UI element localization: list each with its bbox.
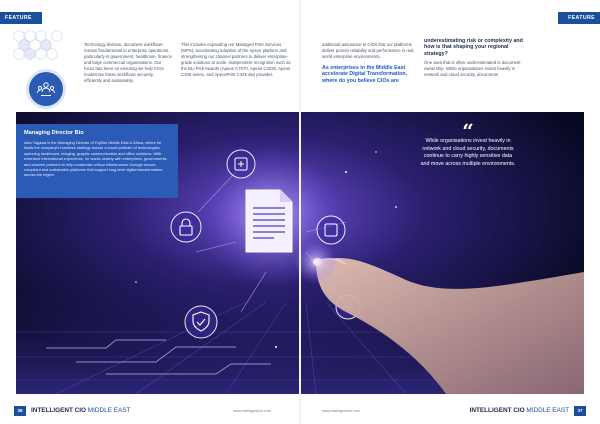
interview-question: As enterprises in the Middle East accelerate Digital Transformation, where do you believe CIOs are: [322, 65, 408, 84]
page-gutter: [299, 0, 301, 424]
article-column-1: [84, 42, 172, 84]
website-url-right[interactable]: www.intelligentcio.com: [322, 409, 361, 413]
hexagon-pattern: [8, 30, 70, 64]
bio-box: [16, 124, 178, 198]
page-number-left: 36: [14, 406, 26, 416]
article-column-4: [424, 38, 524, 78]
document-icon: [246, 190, 292, 252]
page-number-right: 37: [574, 406, 586, 416]
pull-quote: [420, 119, 516, 168]
section-tag-left: FEATURE: [0, 12, 42, 24]
body-text: This includes expanding our Managed Print Services (MPS), accelerating adoption of the Apeos platform and strengthening our channel partners to deliver enterprise-grade solutions at scale. Independent recognition such as the BLI Pick Awards (Apeos C7070, Apeos C4030, Apeos C325 series, and ApeosPrint C325 dw) provides: [181, 42, 291, 77]
pull-quote-text: While organisations invest heavily in network and cloud security, documents continue to carry highly sensitive data and move across multiple environments.: [420, 138, 516, 167]
bio-text: Alan Tagawa is the Managing Director of Fujifilm Middle East & Africa, where he leads the company's business strategy across a broad portfolio of technologies spanning healthcare, imaging, graphic communication and office solutions. With extensive international experience, he works closely with enterprises, governments and channel partners to help modernise critical infrastructure through secure, compliant and sustainable platforms that support long-term digital transformation across the region.: [24, 140, 167, 178]
article-column-2: [181, 42, 293, 78]
magazine-title-left: INTELLIGENT CIO MIDDLE EAST: [31, 407, 131, 414]
section-tag-right: FEATURE: [558, 12, 600, 24]
body-text: additional assurance to CIOs that our platforms deliver proven reliability and performance in real world enterprise environments.: [322, 42, 414, 59]
website-url-left[interactable]: www.intelligentcio.com: [233, 409, 272, 413]
people-network-icon: [29, 72, 63, 106]
magazine-title-right: INTELLIGENT CIO MIDDLE EAST: [469, 407, 569, 414]
quote-mark-icon: “: [462, 119, 474, 143]
bio-title: Managing Director Bio: [24, 130, 84, 136]
body-text: One area that is often underestimated is document ownership. While organisations invest heavily in network and cloud security, documents: [424, 59, 521, 77]
interview-question: underestimating risk or complexity and how is that shaping your regional strategy?: [424, 38, 523, 57]
article-column-3: [322, 42, 416, 84]
body-text: Technology division, document workflows remain fundamental to enterprise operations, particularly in government, healthcare, finance and large commercial organisations. Our focus has been on ensuring we help CIOs modernise these workflows securely, efficiently and sustainably.: [84, 42, 172, 83]
